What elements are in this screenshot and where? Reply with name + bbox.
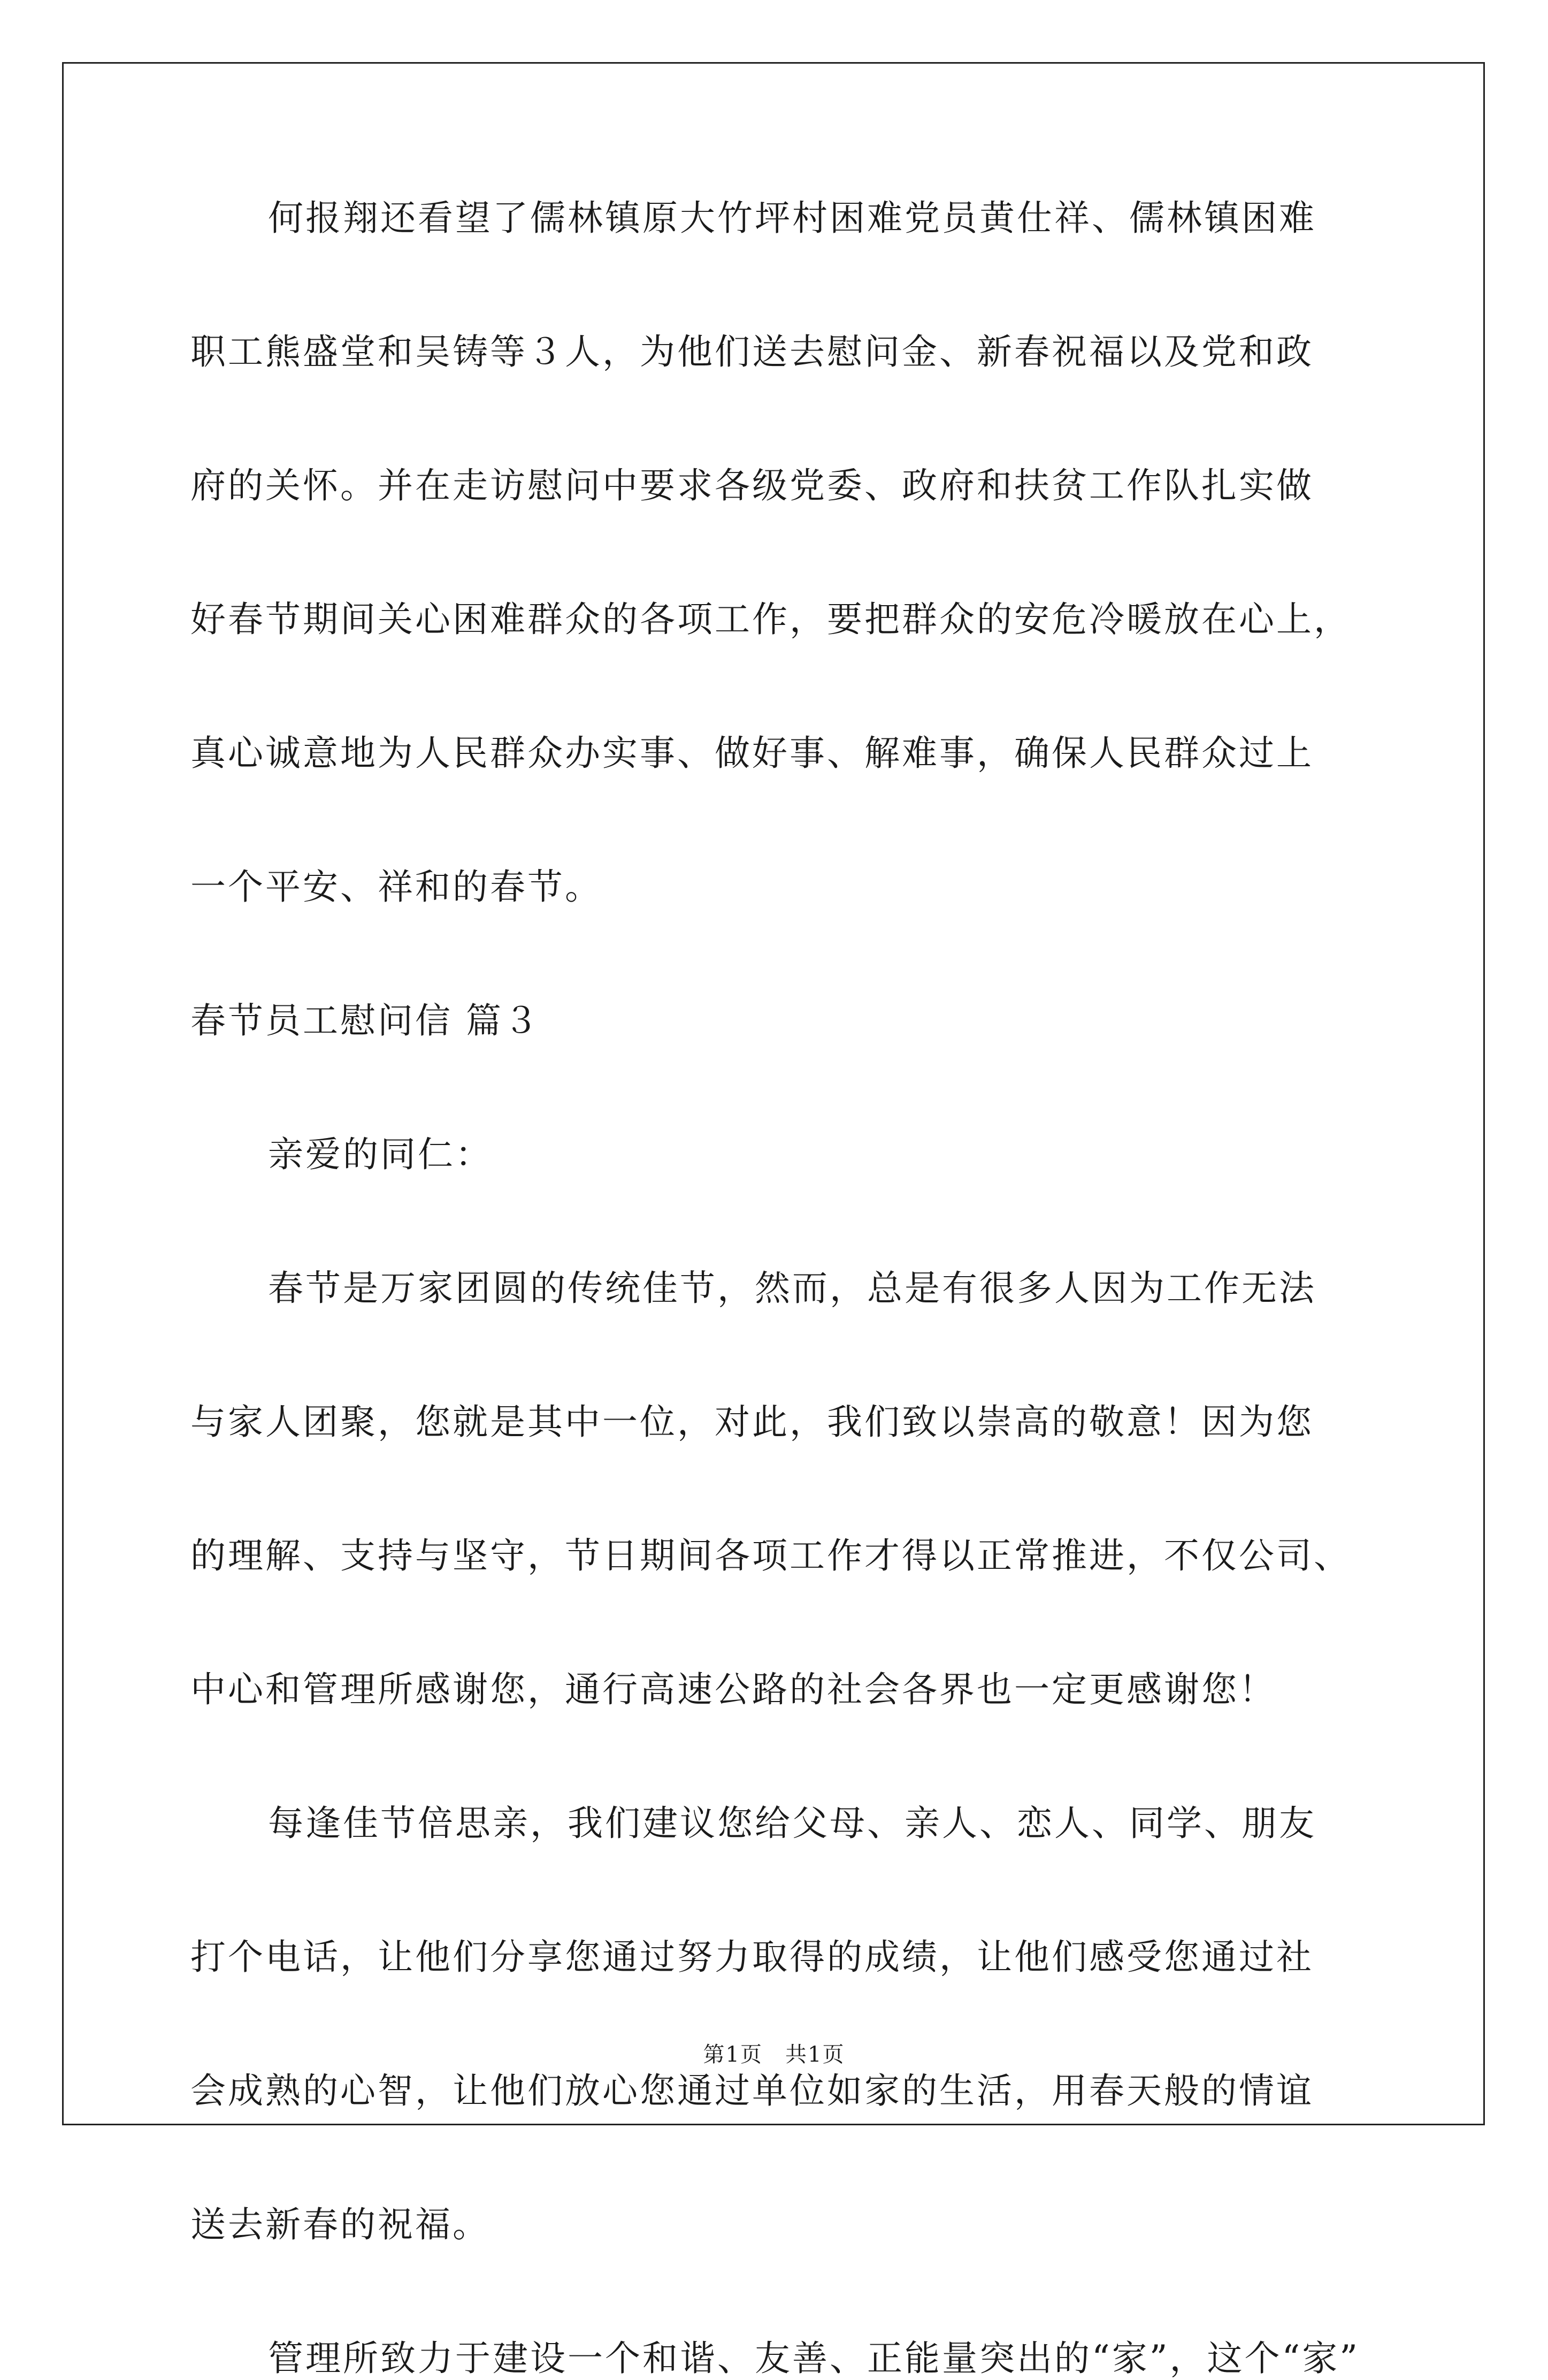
paragraph-line: 何报翔还看望了儒林镇原大竹坪村困难党员黄仕祥、儒林镇困难 (268, 197, 1316, 239)
paragraph-line: 打个电话，让他们分享您通过努力取得的成绩，让他们感受您通过社 (190, 1936, 1314, 1978)
salutation: 亲爱的同仁： (268, 1134, 493, 1175)
paragraph-line: 职工熊盛堂和吴铸等３人，为他们送去慰问金、新春祝福以及党和政 (190, 331, 1314, 372)
section-heading: 春节员工慰问信 篇３ (190, 1000, 541, 1041)
paragraph-line: 会成熟的心智，让他们放心您通过单位如家的生活，用春天般的情谊 (190, 2070, 1314, 2111)
paragraph-line: 送去新春的祝福。 (190, 2204, 490, 2245)
paragraph-line: 好春节期间关心困难群众的各项工作，要把群众的安危冷暖放在心上， (190, 599, 1351, 640)
paragraph-line: 中心和管理所感谢您，通行高速公路的社会各界也一定更感谢您！ (190, 1669, 1276, 1710)
page-footer: 第1页 共1页 (703, 2042, 845, 2067)
paragraph-line: 一个平安、祥和的春节。 (190, 866, 602, 907)
paragraph-line: 春节是万家团圆的传统佳节，然而，总是有很多人因为工作无法 (268, 1268, 1316, 1309)
paragraph-line: 的理解、支持与坚守，节日期间各项工作才得以正常推进，不仅公司、 (190, 1535, 1351, 1576)
paragraph-line: 与家人团聚，您就是其中一位，对此，我们致以崇高的敬意！因为您 (190, 1401, 1314, 1443)
paragraph-line: 真心诚意地为人民群众办实事、做好事、解难事，确保人民群众过上 (190, 733, 1314, 774)
paragraph-line: 府的关怀。并在走访慰问中要求各级党委、政府和扶贫工作队扎实做 (190, 465, 1314, 506)
paragraph-line: 管理所致力于建设一个和谐、友善、正能量突出的“家”，这个“家” (268, 2338, 1360, 2379)
paragraph-line: 每逢佳节倍思亲，我们建议您给父母、亲人、恋人、同学、朋友 (268, 1803, 1316, 1844)
